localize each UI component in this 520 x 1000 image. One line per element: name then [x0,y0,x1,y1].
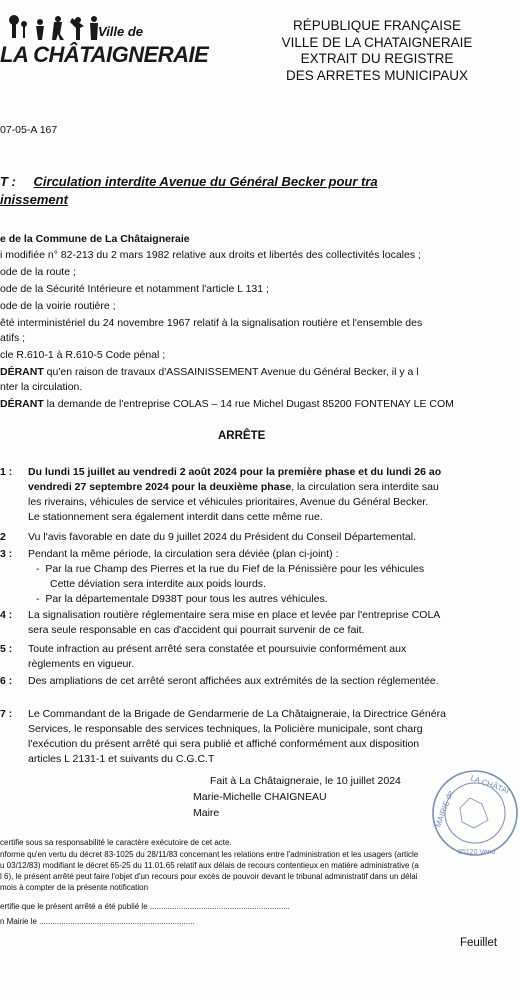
page-label: Feuillet [460,937,498,949]
considerant-travaux-cont: nter la circulation. [0,381,83,393]
article-3-bullet-2-text: Par la départementale D938T pour tous les autres véhicules. [45,593,328,605]
article-1-number: 1 : [0,466,13,478]
header-line-ville: VILLE DE LA CHATAIGNERAIE [281,34,473,50]
document-title [0,174,378,189]
article-5-text: Toute infraction au présent arrêté sera constatée et poursuivie conformément aux [28,643,407,655]
considerant-demande-text: la demande de l'entreprise COLAS – 14 rue Michel Dugast 85200 FONTENAY LE COM [43,398,454,410]
footer-mairie: n Mairie le ...................................................................... [0,917,195,926]
considerant-code-penal: cle R.610-1 à R.610-5 Code pénal ; [0,349,166,361]
article-4-number: 4 : [0,609,13,621]
footer-recours: l 6), le présent arrêté peut faire l'objet d'un recours pour excès de pouvoir devant le tribunal administratif dans un délai [0,872,418,881]
document-title-continued [0,192,68,207]
title-line-1: Circulation interdite Avenue du Général Becker pour tra [33,174,378,189]
article-1-phase-two: vendredi 27 septembre 2024 pour la deuxième phase [28,481,292,493]
article-6-text: Des ampliations de cet arrêté seront affichées aux extrémités de la section réglementée. [28,675,439,687]
footer-informe: nforme qu'en vertu du décret 83-1025 du 28/11/83 concernant les relations entre l'administration et les usagers (article [0,850,419,859]
article-5-number: 5 : [0,643,13,655]
article-3-bullet-2: - Par la départementale D938T pour tous les autres véhicules. [36,593,328,605]
article-7-line-1: Le Commandant de la Brigade de Gendarmerie de La Châtaigneraie, la Directrice Généra [28,708,446,720]
article-1-line-3: les riverains, véhicules de service et véhicules prioritaires, Avenue du Général Becker. [28,496,429,508]
article-5-text-cont: règlements en vigueur. [28,658,135,670]
considerant-code-route: ode de la route ; [0,266,76,278]
arrete-heading: ARRÊTE [218,430,266,442]
article-7-line-2: Services, le responsable des services techniques, la Policière municipale, sont charg [28,723,423,735]
considerant-demande [0,398,454,410]
footer-certifie: certifie sous sa responsabilité le caractère exécutoire de cet acte. [0,838,232,847]
title-line-2: inissement [0,192,68,207]
article-6-number: 6 : [0,675,13,687]
stamp-text-top: MAIRIE de [433,789,456,829]
footer-publie: ertifie que le présent arrêté a été publié le ............................................................... [0,902,290,911]
article-1-line-4: Le stationnement sera également interdit dans cette même rue. [28,511,323,523]
article-1-line-2 [28,481,439,493]
article-3-bullet-1-cont: Cette déviation sera interdite aux poids lourds. [50,578,266,590]
article-1-rest: , la circulation sera interdite sau [291,481,439,493]
logo-ville-text: Ville de [98,24,144,39]
considerant-arrete-cont: atifs ; [0,332,26,344]
article-3-bullet-1-text: Par la rue Champ des Pierres et la rue du Fief de la Pénissière pour les véhicules [45,563,425,575]
mairie-stamp-icon [430,768,520,858]
signature-name: Marie-Michelle CHAIGNEAU [193,791,327,803]
considerant-voirie: ode de la voirie routière ; [0,300,116,312]
logo-town-text: LA CHÂTAIGNERAIE [0,42,209,67]
stamp-text-side: LA CHÂTAI [469,773,511,796]
article-3-number: 3 : [0,548,13,560]
article-4-text: La signalisation routière réglementaire sera mise en place et levée par l'entreprise COLA [28,609,441,621]
article-2-text: Vu l'avis favorable en date du 9 juillet 2024 du Président du Conseil Départemental. [28,531,417,543]
considerant-loi: i modifiée n° 82-213 du 2 mars 1982 relative aux droits et libertés des collectivités locales ; [0,249,421,261]
considerant-securite: ode de la Sécurité Intérieure et notamment l'article L 131 ; [0,283,269,295]
article-3-text: Pendant la même période, la circulation sera déviée (plan ci-joint) : [28,548,339,560]
article-3-bullet-1: - Par la rue Champ des Pierres et la rue du Fief de la Pénissière pour les véhicules [36,563,425,575]
article-2-number: 2 [0,531,6,543]
header [262,18,492,84]
header-line-extrait: EXTRAIT DU REGISTRE [300,51,454,66]
article-4-text-cont: sera seule responsable en cas d'accident qui pourrait survenir de ce fait. [28,624,365,636]
considerant-keyword: DÉRANT [0,366,44,378]
considerant-travaux-text: qu'en raison de travaux d'ASSAINISSEMENT Avenue du Général Becker, il y a l [43,366,419,378]
header-line-registre: DES ARRETES MUNICIPAUX [285,67,469,83]
considerant-keyword: DÉRANT [0,398,44,410]
mayor-line: e de la Commune de La Châtaigneraie [0,233,190,245]
signature-place-date: Fait à La Châtaigneraie, le 10 juillet 2024 [210,775,401,787]
logo [0,14,209,74]
stamp-text-bottom: 85120 Vend [458,849,496,856]
article-7-number: 7 : [0,708,13,720]
considerant-travaux [0,366,419,378]
title-prefix: T : [0,174,16,189]
article-1-line-1: Du lundi 15 juillet au vendredi 2 août 2024 pour la première phase et du lundi 26 ao [28,466,442,478]
article-7-line-4: articles L 2131-1 et suivants du C.G.C.T [28,753,215,765]
considerant-arrete: êté interministériel du 24 novembre 1967 relatif à la signalisation routière et l'ensemble des [0,317,423,329]
reference-number: 07-05-A 167 [0,124,58,136]
article-7-line-3: l'exécution du présent arrêté qui sera publié et affiché conformément aux disposition [28,738,420,750]
header-line-republique: RÉPUBLIQUE FRANÇAISE [292,18,462,33]
signature-role: Maire [193,807,220,819]
footer-notification: mois à compter de la présente notification [0,883,149,892]
footer-decret: u 03/12/83) modifiant le décret 65-25 du 11.01.65 relatif aux délais de recours contentieux en matière administrative (a [0,861,419,870]
